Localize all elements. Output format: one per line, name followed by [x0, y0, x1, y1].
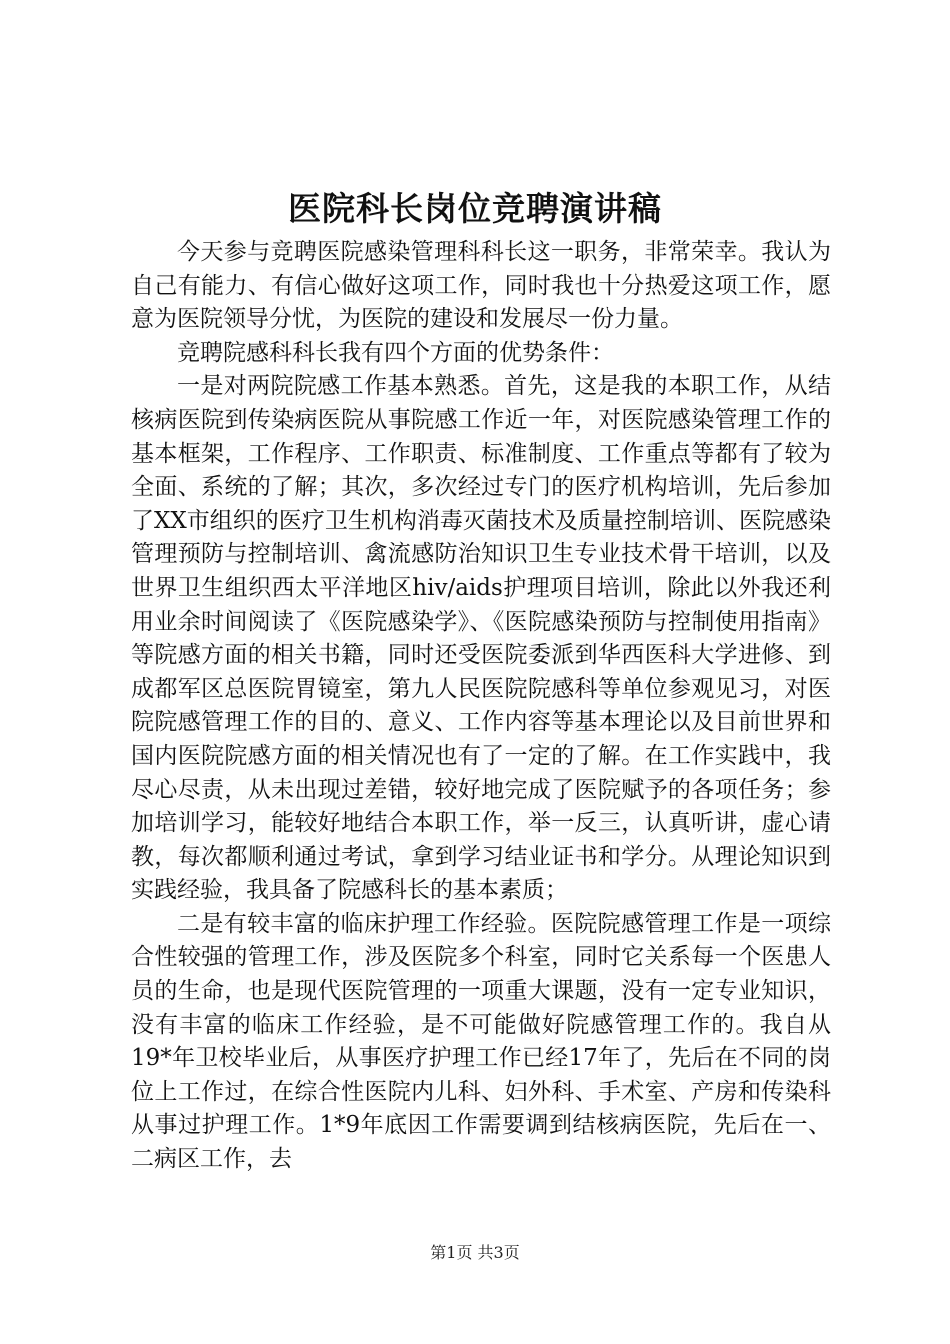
document-body	[131, 236, 831, 1177]
paragraph-point-two: 二是有较丰富的临床护理工作经验。医院院感管理工作是一项综合性较强的管理工作，涉及医院多个科室，同时它关系每一个医患人员的生命，也是现代医院管理的一项重大课题，没有一定专业知识，没有丰富的临床工作经验，是不可能做好院感管理工作的。我自从19*年卫校毕业后，从事医疗护理工作已经17年了，先后在不同的岗位上工作过，在综合性医院内儿科、妇外科、手术室、产房和传染科从事过护理工作。1*9年底因工作需要调到结核病医院，先后在一、二病区工作，去	[131, 910, 831, 1173]
paragraph-advantages-heading: 竞聘院感科科长我有四个方面的优势条件：	[177, 339, 614, 366]
paragraph-point-one: 一是对两院院感工作基本熟悉。首先，这是我的本职工作，从结核病医院到传染病医院从事院感工作近一年，对医院感染管理工作的基本框架，工作程序、工作职责、标准制度、工作重点等都有了较为全面、系统的了解；其次，多次经过专门的医疗机构培训，先后参加了XX市组织的医疗卫生机构消毒灭菌技术及质量控制培训、医院感染管理预防与控制培训、禽流感防治知识卫生专业技术骨干培训，以及世界卫生组织西太平洋地区hiv/aids护理项目培训，除此以外我还利用业余时间阅读了《医院感染学》、《医院感染预防与控制使用指南》等院感方面的相关书籍，同时还受医院委派到华西医科大学进修、到成都军区总医院胃镜室，第九人民医院院感科等单位参观见习，对医院院感管理工作的目的、意义、工作内容等基本理论以及目前世界和国内医院院感方面的相关情况也有了一定的了解。在工作实践中，我尽心尽责，从未出现过差错，较好地完成了医院赋予的各项任务；参加培训学习，能较好地结合本职工作，举一反三，认真听讲，虚心请教，每次都顺利通过考试，拿到学习结业证书和学分。从理论知识到实践经验，我具备了院感科长的基本素质；	[131, 373, 831, 904]
page-footer: 第1页 共3页	[430, 1243, 520, 1262]
paragraph-intro: 今天参与竞聘医院感染管理科科长这一职务，非常荣幸。我认为自己有能力、有信心做好这项工作，同时我也十分热爱这项工作，愿意为医院领导分忧，为医院的建设和发展尽一份力量。	[131, 239, 831, 333]
document-title: 医院科长岗位竞聘演讲稿	[288, 189, 662, 228]
